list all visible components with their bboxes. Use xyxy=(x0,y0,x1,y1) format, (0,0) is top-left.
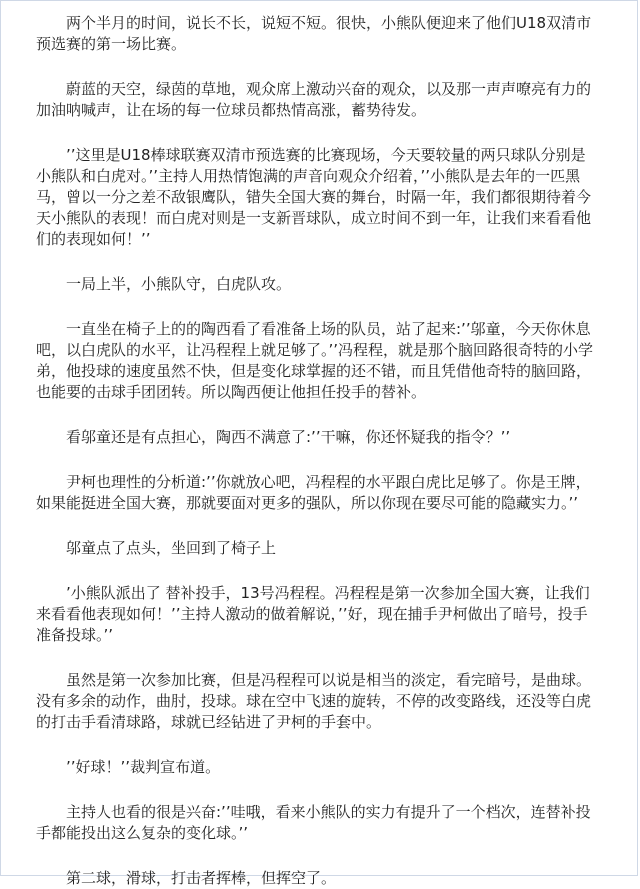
paragraph-13: 第二球，滑球，打击者挥棒，但挥空了。 xyxy=(66,869,337,887)
paragraph-5: 一直坐在椅子上的的陶西看了看准备上场的队员，站了起来:’’邬童，今天你休息吧，以白虎队的水平，让冯程程上就足够了。’’冯程程，就是那个脑回路很奇特的小学弟，他投球的速度虽然不快，但是变化球掌握的还不错，而且凭借他奇特的脑回路，也能要的击球手团团转。所以陶西便让他担任投手的替补。 xyxy=(36,320,594,401)
paragraph-2: 蔚蓝的天空，绿茵的草地，观众席上激动兴奋的观众，以及那一声声嘹亮有力的加油呐喊声，让在场的每一位球员都热情高涨，蓄势待发。 xyxy=(36,80,592,119)
paragraph-10: 虽然是第一次参加比赛，但是冯程程可以说是相当的淡定，看完暗号，是曲球。没有多余的动作，曲肘，投球。球在空中飞速的旋转，不停的改变路线，还没等白虎的打击手看清球路，球就已经钻进了尹柯的手套中。 xyxy=(36,671,592,731)
paragraph-4: 一局上半，小熊队守，白虎队攻。 xyxy=(66,275,292,293)
paragraph-11: ’’好球！’’裁判宣布道。 xyxy=(66,758,221,776)
paragraph-12: 主持人也看的很是兴奋:’’哇哦，看来小熊队的实力有提升了一个档次，连替补投手都能投出这么复杂的变化球。’’ xyxy=(36,803,591,842)
paragraph-3: ’’这里是U18棒球联赛双清市预选赛的比赛现场，今天要较量的两只球队分别是小熊队和白虎对。’’主持人用热情饱满的声音向观众介绍着，’’小熊队是去年的一匹黑马，曾以一分之差不敌银鹰队，错失全国大赛的舞台，时隔一年，我们都很期待着今天小熊队的表现！而白虎对则是一支新晋球队，成立时间不到一年，让我们来看看他们的表现如何！’’ xyxy=(36,146,592,248)
paragraph-8: 邬童点了点头，坐回到了椅子上 xyxy=(66,539,277,557)
paragraph-1: 两个半月的时间，说长不长，说短不短。很快，小熊队便迎来了他们U18双清市预选赛的第一场比赛。 xyxy=(36,14,592,53)
paragraph-7: 尹柯也理性的分析道:’’你就放心吧，冯程程的水平跟白虎比足够了。你是王牌，如果能挺进全国大赛，那就要面对更多的强队，所以你现在要尽可能的隐藏实力。’’ xyxy=(36,473,591,512)
paragraph-6: 看邬童还是有点担心，陶西不满意了:’’干嘛，你还怀疑我的指令？’’ xyxy=(66,428,511,446)
paragraph-9: ’小熊队派出了 替补投手，13号冯程程。冯程程是第一次参加全国大赛，让我们来看看他表现如何！’’主持人激动的做着解说，’’好，现在捕手尹柯做出了暗号，投手准备投球。’’ xyxy=(36,584,590,644)
